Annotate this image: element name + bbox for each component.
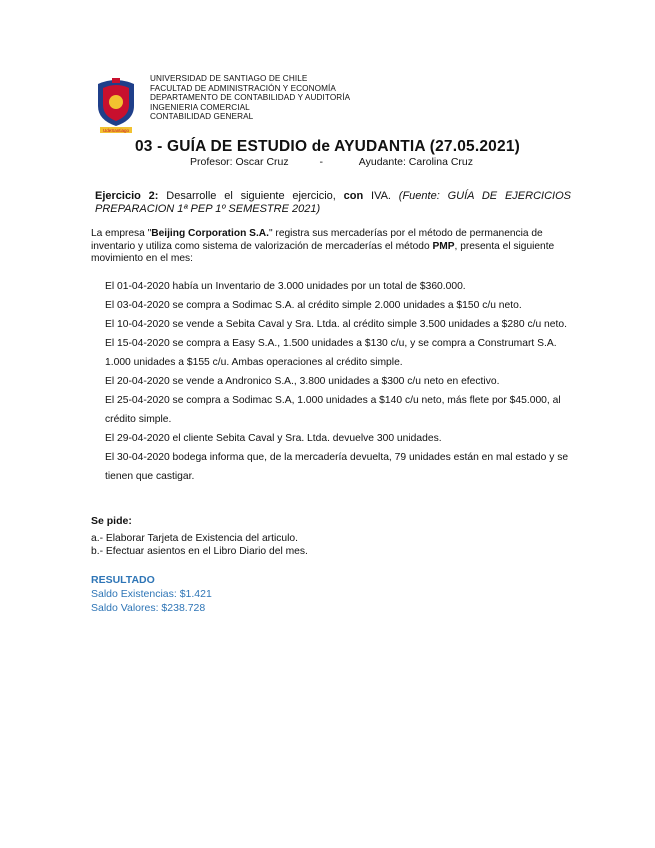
exercise-con: con — [343, 190, 364, 202]
separator: - — [319, 156, 323, 168]
list-item: El 01-04-2020 había un Inventario de 3.000 unidades por un total de $360.000. — [105, 281, 466, 292]
result-section — [91, 573, 212, 615]
intro-a: La empresa " — [91, 228, 152, 239]
list-item: El 10-04-2020 se vende a Sebita Caval y Sra. Ltda. al crédito simple 3.500 unidades a $280 c/u neto. — [105, 319, 567, 330]
exercise-source: (Fuente: GUÍA DE EJERCICIOS PREPARACION 1ª PEP 1º SEMESTRE 2021) — [95, 190, 571, 215]
method-name: PMP — [432, 240, 455, 252]
list-item: El 25-04-2020 se compra a Sodimac S.A, 1.000 unidades a $140 c/u neto, más flete por $45.000, al crédito simple. — [105, 395, 561, 425]
institution-header — [150, 74, 350, 122]
exercise-label: Ejercicio 2: — [95, 190, 159, 202]
profesor-label: Profesor: Oscar Cruz — [190, 156, 289, 168]
header-line: CONTABILIDAD GENERAL — [150, 112, 254, 122]
saldo-existencias: Saldo Existencias: $1.421 — [91, 588, 212, 600]
company-name: Beijing Corporation S.A. — [151, 228, 269, 239]
result-title: RESULTADO — [91, 574, 155, 586]
exercise-text-b: IVA. — [363, 190, 399, 202]
movements-list — [105, 277, 571, 486]
header-line: UNIVERSIDAD DE SANTIAGO DE CHILE — [150, 74, 308, 83]
intro-c: , presenta el siguiente movimiento en el mes: — [91, 240, 555, 264]
ayudante-label: Ayudante: Carolina Cruz — [358, 156, 473, 168]
header-line: DEPARTAMENTO DE CONTABILIDAD Y AUDITORÍA — [150, 93, 351, 103]
list-item: a.- Elaborar Tarjeta de Existencia del articulo. — [91, 533, 298, 544]
subtitle — [190, 156, 473, 168]
exercise-text-a: Desarrolle el siguiente ejercicio, — [158, 190, 344, 202]
intro-paragraph — [91, 228, 571, 266]
saldo-valores: Saldo Valores: $238.728 — [91, 602, 206, 614]
university-logo — [94, 76, 138, 134]
list-item: El 03-04-2020 se compra a Sodimac S.A. al crédito simple 2.000 unidades a $150 c/u neto. — [105, 300, 522, 311]
header-line: INGENIERIA COMERCIAL — [150, 102, 250, 112]
header-line: FACULTAD DE ADMINISTRACIÓN Y ECONOMÍA — [150, 83, 336, 93]
list-item: El 15-04-2020 se compra a Easy S.A., 1.500 unidades a $130 c/u, y se compra a Construmart S.A. 1.000 unidades a $155 c/u. Ambas operaciones al crédito simple. — [105, 338, 557, 368]
list-item: El 29-04-2020 el cliente Sebita Caval y Sra. Ltda. devuelve 300 unidades. — [105, 433, 442, 444]
intro-b: " registra sus mercaderías por el método de permanencia de inventario y utiliza como sistema de valorización de mercaderías el método — [91, 228, 543, 252]
list-item: El 20-04-2020 se vende a Andronico S.A., 3.800 unidades a $300 c/u neto en efectivo. — [105, 376, 500, 387]
list-item: El 30-04-2020 bodega informa que, de la mercadería devuelta, 79 unidades están en mal estado y se tienen que castigar. — [105, 452, 569, 482]
se-pide-title: Se pide: — [91, 515, 132, 527]
logo-text: UdeSantiago — [102, 128, 130, 133]
task-list — [91, 532, 308, 558]
list-item: b.- Efectuar asientos en el Libro Diario del mes. — [91, 546, 308, 557]
page-title: 03 - GUÍA DE ESTUDIO de AYUDANTIA (27.05.2021) — [134, 138, 521, 155]
exercise-statement — [95, 190, 571, 216]
